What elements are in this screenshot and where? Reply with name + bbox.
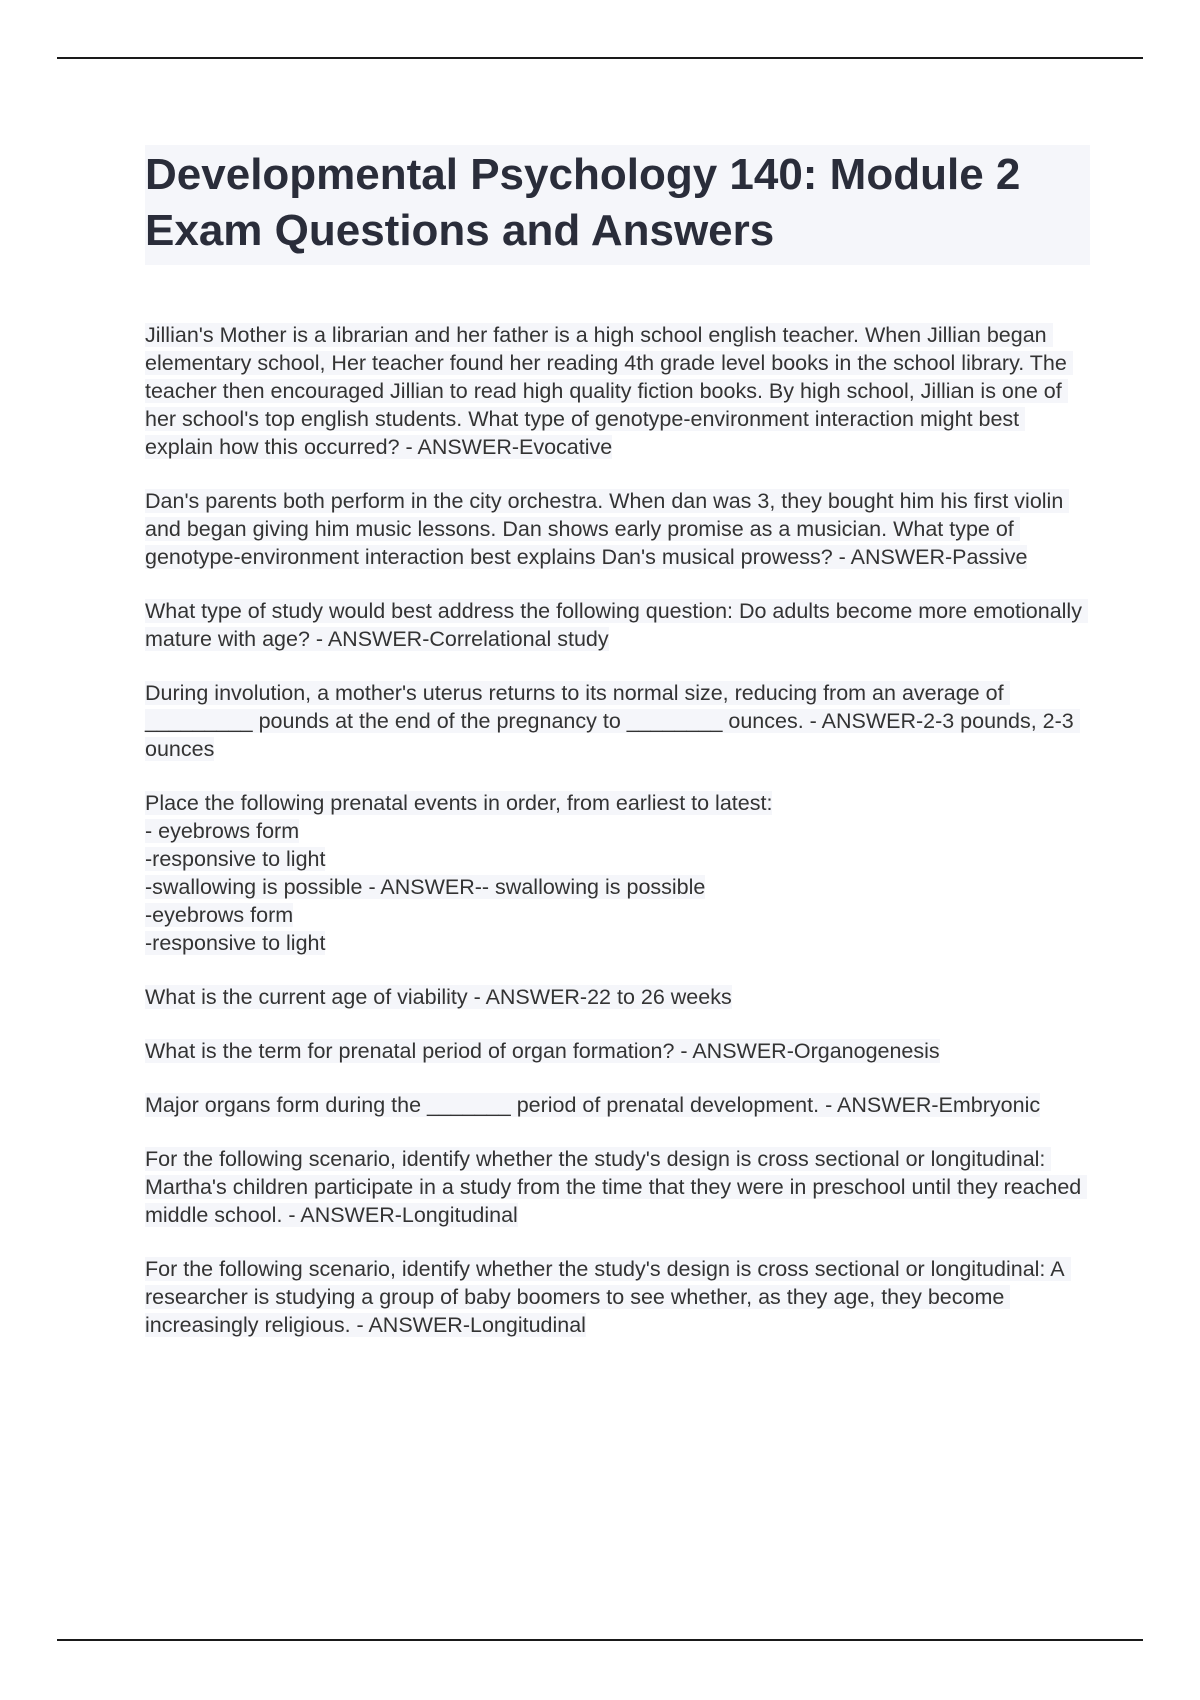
qa-item-6	[145, 983, 1090, 1011]
qa-text: Place the following prenatal events in order, from earliest to latest: - eyebrows form -responsive to light -swallowing is possible - ANSWER-- swallowing is possible -eyebrows form -responsive to light	[145, 791, 773, 955]
qa-text: Major organs form during the _______ period of prenatal development. - ANSWER-Embryonic	[145, 1093, 1041, 1117]
qa-text: What type of study would best address the following question: Do adults become more emotionally mature with age? - ANSWER-Correlational study	[145, 599, 1088, 651]
bottom-rule	[57, 1639, 1143, 1641]
qa-item-2	[145, 487, 1090, 571]
qa-text: For the following scenario, identify whether the study's design is cross sectional or longitudinal: Martha's children participate in a study from the time that they were in preschool until they reached middle school. - ANSWER-Longitudinal	[145, 1147, 1088, 1227]
qa-item-8	[145, 1091, 1090, 1119]
qa-item-9	[145, 1145, 1090, 1229]
qa-item-10	[145, 1255, 1090, 1339]
qa-text: Dan's parents both perform in the city orchestra. When dan was 3, they bought him his first violin and began giving him music lessons. Dan shows early promise as a musician. What type of genotype-environment interaction best explains Dan's musical prowess? - ANSWER-Passive	[145, 489, 1070, 569]
qa-item-7	[145, 1037, 1090, 1065]
qa-item-4	[145, 679, 1090, 763]
qa-text: What is the current age of viability - ANSWER-22 to 26 weeks	[145, 985, 732, 1009]
qa-text: For the following scenario, identify whether the study's design is cross sectional or longitudinal: A researcher is studying a group of baby boomers to see whether, as they age, they become increasingly religious. - ANSWER-Longitudinal	[145, 1257, 1071, 1337]
qa-item-5	[145, 789, 1090, 957]
document-title: Developmental Psychology 140: Module 2 Exam Questions and Answers	[145, 145, 1090, 265]
qa-item-3	[145, 597, 1090, 653]
qa-text: During involution, a mother's uterus returns to its normal size, reducing from an average of _________ pounds at the end of the pregnancy to ________ ounces. - ANSWER-2-3 pounds, 2-3 ounces	[145, 681, 1080, 761]
qa-text: What is the term for prenatal period of organ formation? - ANSWER-Organogenesis	[145, 1039, 940, 1063]
qa-list	[145, 321, 1090, 1339]
document-page	[145, 145, 1090, 1365]
qa-item-1	[145, 321, 1090, 461]
qa-text: Jillian's Mother is a librarian and her father is a high school english teacher. When Jillian began elementary school, Her teacher found her reading 4th grade level books in the school library. The teacher then encouraged Jillian to read high quality fiction books. By high school, Jillian is one of her school's top english students. What type of genotype-environment interaction might best explain how this occurred? - ANSWER-Evocative	[145, 323, 1073, 459]
top-rule	[57, 57, 1143, 59]
